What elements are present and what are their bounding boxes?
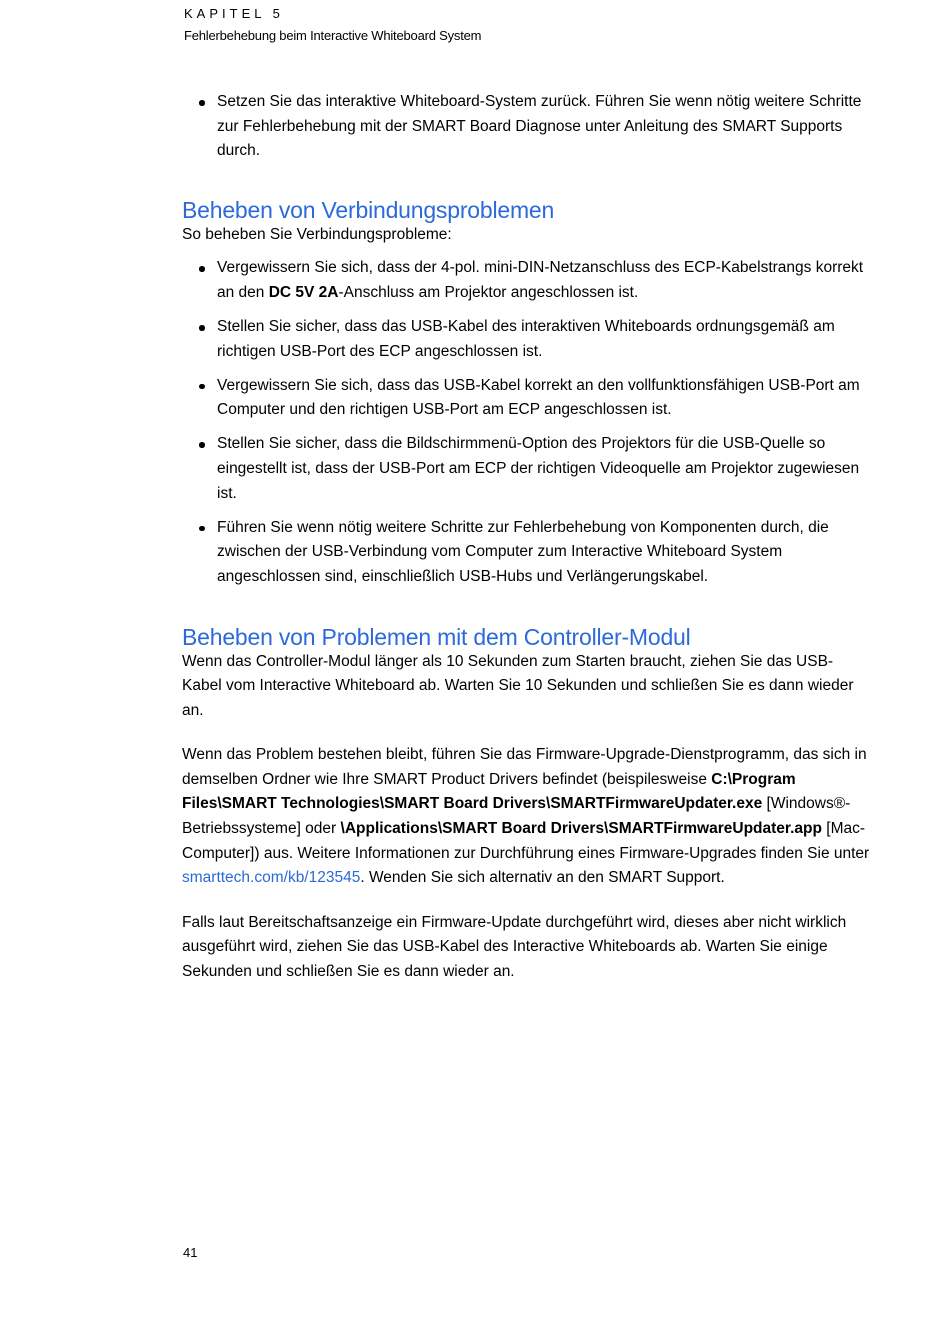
paragraph: Falls laut Bereitschaftsanzeige ein Firmware-Update durchgeführt wird, dieses aber nicht wirklich ausgeführt wird, ziehen Sie das USB-Kabel des Interactive Whiteboards ab. Warten Sie einige Sekunden und schließen Sie es dann wieder an. [182, 913, 847, 981]
bold-term: DC 5V 2A [268, 283, 339, 301]
list-item: Stellen Sie sicher, dass das USB-Kabel des interaktiven Whiteboards ordnungsgemäß am richtigen USB-Port des ECP angeschlossen ist. [217, 315, 872, 364]
list-item: Stellen Sie sicher, dass die Bildschirmmenü-Option des Projektors für die USB-Quelle so eingestellt ist, dass der USB-Port am ECP der richtigen Videoquelle am Projektor zugewiesen ist. [217, 432, 872, 506]
page-header [184, 5, 481, 45]
list-item: Vergewissern Sie sich, dass der 4-pol. mini-DIN-Netzanschluss des ECP-Kabelstrangs korrekt an den DC 5V 2A-Anschluss am Projektor angeschlossen ist. [217, 256, 872, 305]
list-item: Führen Sie wenn nötig weitere Schritte zur Fehlerbehebung von Komponenten durch, die zwischen der USB-Verbindung vom Computer zum Interactive Whiteboard System angeschlossen sind, einschließlich USB-Hubs und Verlängerungskabel. [217, 516, 872, 590]
paragraph: Wenn das Controller-Modul länger als 10 Sekunden zum Starten braucht, ziehen Sie das USB-Kabel vom Interactive Whiteboard ab. Warten Sie 10 Sekunden und schließen Sie es dann wieder an. [182, 652, 854, 719]
kb-link[interactable]: smarttech.com/kb/123545 [182, 869, 361, 887]
section-heading-controller: Beheben von Problemen mit dem Controller-Modul [182, 623, 691, 650]
list-item: Vergewissern Sie sich, dass das USB-Kabel korrekt an den vollfunktionsfähigen USB-Port am Computer und den richtigen USB-Port am ECP angeschlossen ist. [217, 374, 872, 423]
list-item: Setzen Sie das interaktive Whiteboard-System zurück. Führen Sie wenn nötig weitere Schritte zur Fehlerbehebung mit der SMART Board Diagnose unter Anleitung des SMART Supports durch. [217, 90, 872, 164]
path-mac: \Applications\SMART Board Drivers\SMARTFirmwareUpdater.app [340, 820, 822, 838]
section-lead: So beheben Sie Verbindungsprobleme: [182, 225, 452, 243]
chapter-label: KAPITEL 5 [184, 6, 284, 21]
intro-bullet-list [182, 90, 872, 164]
document-body [182, 90, 872, 985]
page-number: 41 [183, 1245, 198, 1260]
path-windows: C:\Program Files\SMART Technologies\SMART Board Drivers\SMARTFirmwareUpdater.exe [182, 770, 796, 813]
section-heading-connection: Beheben von Verbindungsproblemen [182, 196, 555, 223]
paragraph: Wenn das Problem bestehen bleibt, führen Sie das Firmware-Upgrade-Dienstprogramm, das sich in demselben Ordner wie Ihre SMART Product Drivers befindet (beispilesweise C:\Program Files\SMART Technologies\SMART Board Drivers\SMARTFirmwareUpdater.exe [Windows®-Betriebssysteme] oder \Applications\SMART Board Drivers\SMARTFirmwareUpdater.app [Mac-Computer]) aus. Weitere Informationen zur Durchführung eines Firmware-Upgrades finden Sie unter smarttech.com/kb/123545. Wenden Sie sich alternativ an den SMART Support. [182, 746, 870, 887]
chapter-subtitle: Fehlerbehebung beim Interactive Whiteboard System [184, 28, 482, 43]
connection-bullet-list [182, 256, 872, 589]
